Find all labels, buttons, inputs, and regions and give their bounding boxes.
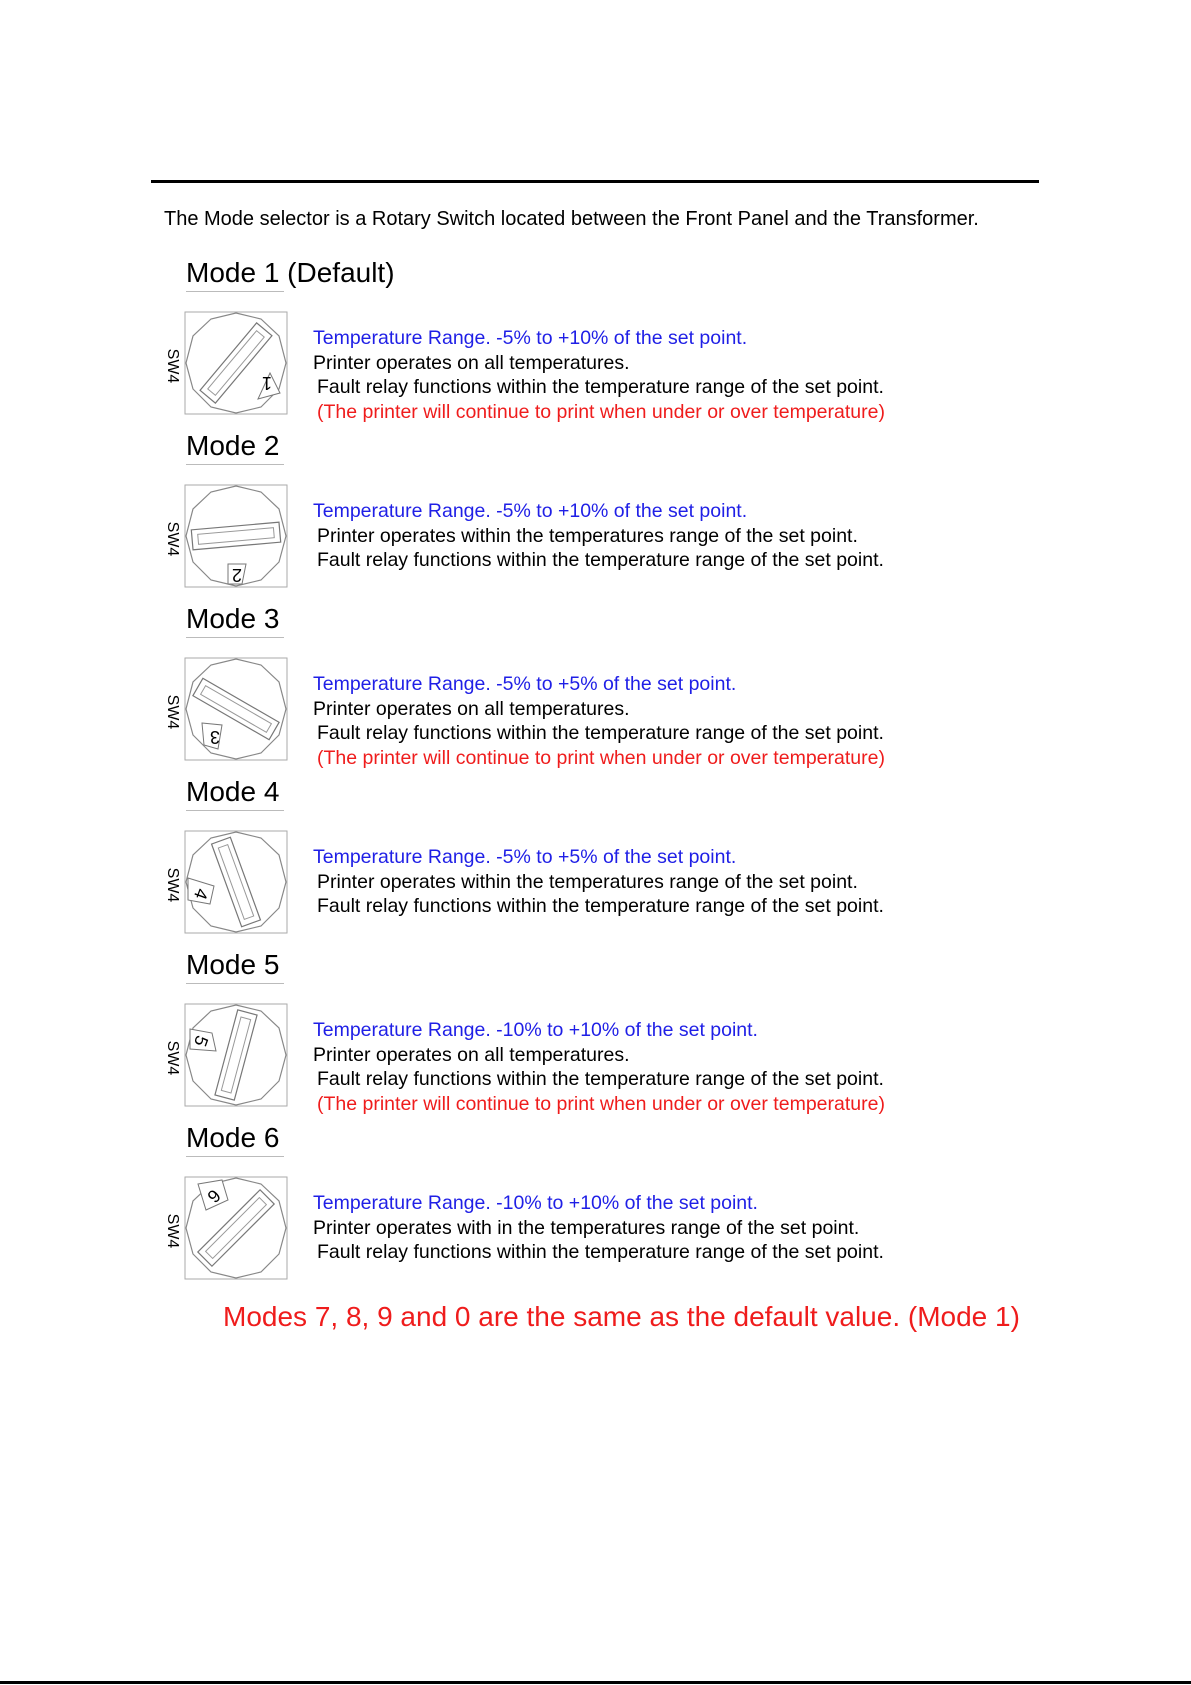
mode-title: Mode 6 bbox=[186, 1122, 280, 1153]
fault-relay: Fault relay functions within the temperature range of the set point. bbox=[317, 1241, 884, 1263]
fault-relay: Fault relay functions within the temperature range of the set point. bbox=[317, 722, 884, 744]
rotary-switch-dial bbox=[184, 830, 288, 934]
mode-title: Mode 1 (Default) bbox=[186, 257, 395, 288]
switch-label: SW4 bbox=[164, 348, 181, 384]
mode-description bbox=[313, 1191, 884, 1265]
rotary-switch-dial bbox=[184, 1176, 288, 1280]
switch-label: SW4 bbox=[164, 867, 181, 903]
fault-relay: Fault relay functions within the temperature range of the set point. bbox=[317, 549, 884, 571]
warning-note: (The printer will continue to print when under or over temperature) bbox=[317, 400, 885, 423]
temperature-range: Temperature Range. -10% to +10% of the set point. bbox=[313, 1019, 758, 1041]
temperature-range: Temperature Range. -5% to +10% of the set point. bbox=[313, 500, 748, 522]
mode-title: Mode 3 bbox=[186, 603, 280, 634]
dial-number: 6 bbox=[203, 1185, 225, 1207]
switch-label: SW4 bbox=[164, 521, 181, 557]
mode-description bbox=[313, 499, 884, 573]
mode-description bbox=[313, 326, 885, 424]
printer-operation: Printer operates on all temperatures. bbox=[313, 1043, 630, 1066]
title-underline bbox=[186, 1156, 284, 1157]
dial-number: 2 bbox=[231, 565, 243, 585]
printer-operation: Printer operates on all temperatures. bbox=[313, 351, 630, 374]
temperature-range: Temperature Range. -5% to +10% of the set point. bbox=[313, 327, 748, 349]
dial-number: 5 bbox=[189, 1032, 213, 1050]
mode-description bbox=[313, 1018, 885, 1116]
title-underline bbox=[186, 291, 284, 292]
fault-relay: Fault relay functions within the temperature range of the set point. bbox=[317, 376, 884, 398]
dial-number: 4 bbox=[189, 885, 213, 903]
warning-note: (The printer will continue to print when under or over temperature) bbox=[317, 746, 885, 769]
header-rule bbox=[151, 180, 1039, 183]
mode-description bbox=[313, 845, 884, 919]
switch-label: SW4 bbox=[164, 1213, 181, 1249]
mode-description bbox=[313, 672, 885, 770]
dial-number: 1 bbox=[261, 373, 273, 393]
mode-title: Mode 2 bbox=[186, 430, 280, 461]
rotary-switch-dial bbox=[184, 484, 288, 588]
warning-note: (The printer will continue to print when under or over temperature) bbox=[317, 1092, 885, 1115]
rotary-switch-dial bbox=[184, 657, 288, 761]
dial-number: 3 bbox=[209, 727, 221, 747]
mode-title: Mode 4 bbox=[186, 776, 280, 807]
title-underline bbox=[186, 983, 284, 984]
rotary-switch-dial bbox=[184, 1003, 288, 1107]
footer-note: Modes 7, 8, 9 and 0 are the same as the default value. (Mode 1) bbox=[223, 1301, 1020, 1332]
fault-relay: Fault relay functions within the temperature range of the set point. bbox=[317, 1068, 884, 1090]
switch-label: SW4 bbox=[164, 1040, 181, 1076]
switch-label: SW4 bbox=[164, 694, 181, 730]
mode-title: Mode 5 bbox=[186, 949, 280, 980]
fault-relay: Fault relay functions within the temperature range of the set point. bbox=[317, 895, 884, 917]
temperature-range: Temperature Range. -5% to +5% of the set point. bbox=[313, 846, 737, 868]
title-underline bbox=[186, 637, 284, 638]
title-underline bbox=[186, 464, 284, 465]
printer-operation: Printer operates within the temperatures range of the set point. bbox=[317, 524, 858, 547]
rotary-switch-dial bbox=[184, 311, 288, 415]
title-underline bbox=[186, 810, 284, 811]
page-bottom-rule bbox=[0, 1681, 1191, 1684]
intro-text: The Mode selector is a Rotary Switch located between the Front Panel and the Transformer. bbox=[164, 208, 979, 230]
printer-operation: Printer operates with in the temperatures range of the set point. bbox=[313, 1216, 860, 1239]
printer-operation: Printer operates within the temperatures range of the set point. bbox=[317, 870, 858, 893]
printer-operation: Printer operates on all temperatures. bbox=[313, 697, 630, 720]
temperature-range: Temperature Range. -5% to +5% of the set point. bbox=[313, 673, 737, 695]
temperature-range: Temperature Range. -10% to +10% of the set point. bbox=[313, 1192, 758, 1214]
